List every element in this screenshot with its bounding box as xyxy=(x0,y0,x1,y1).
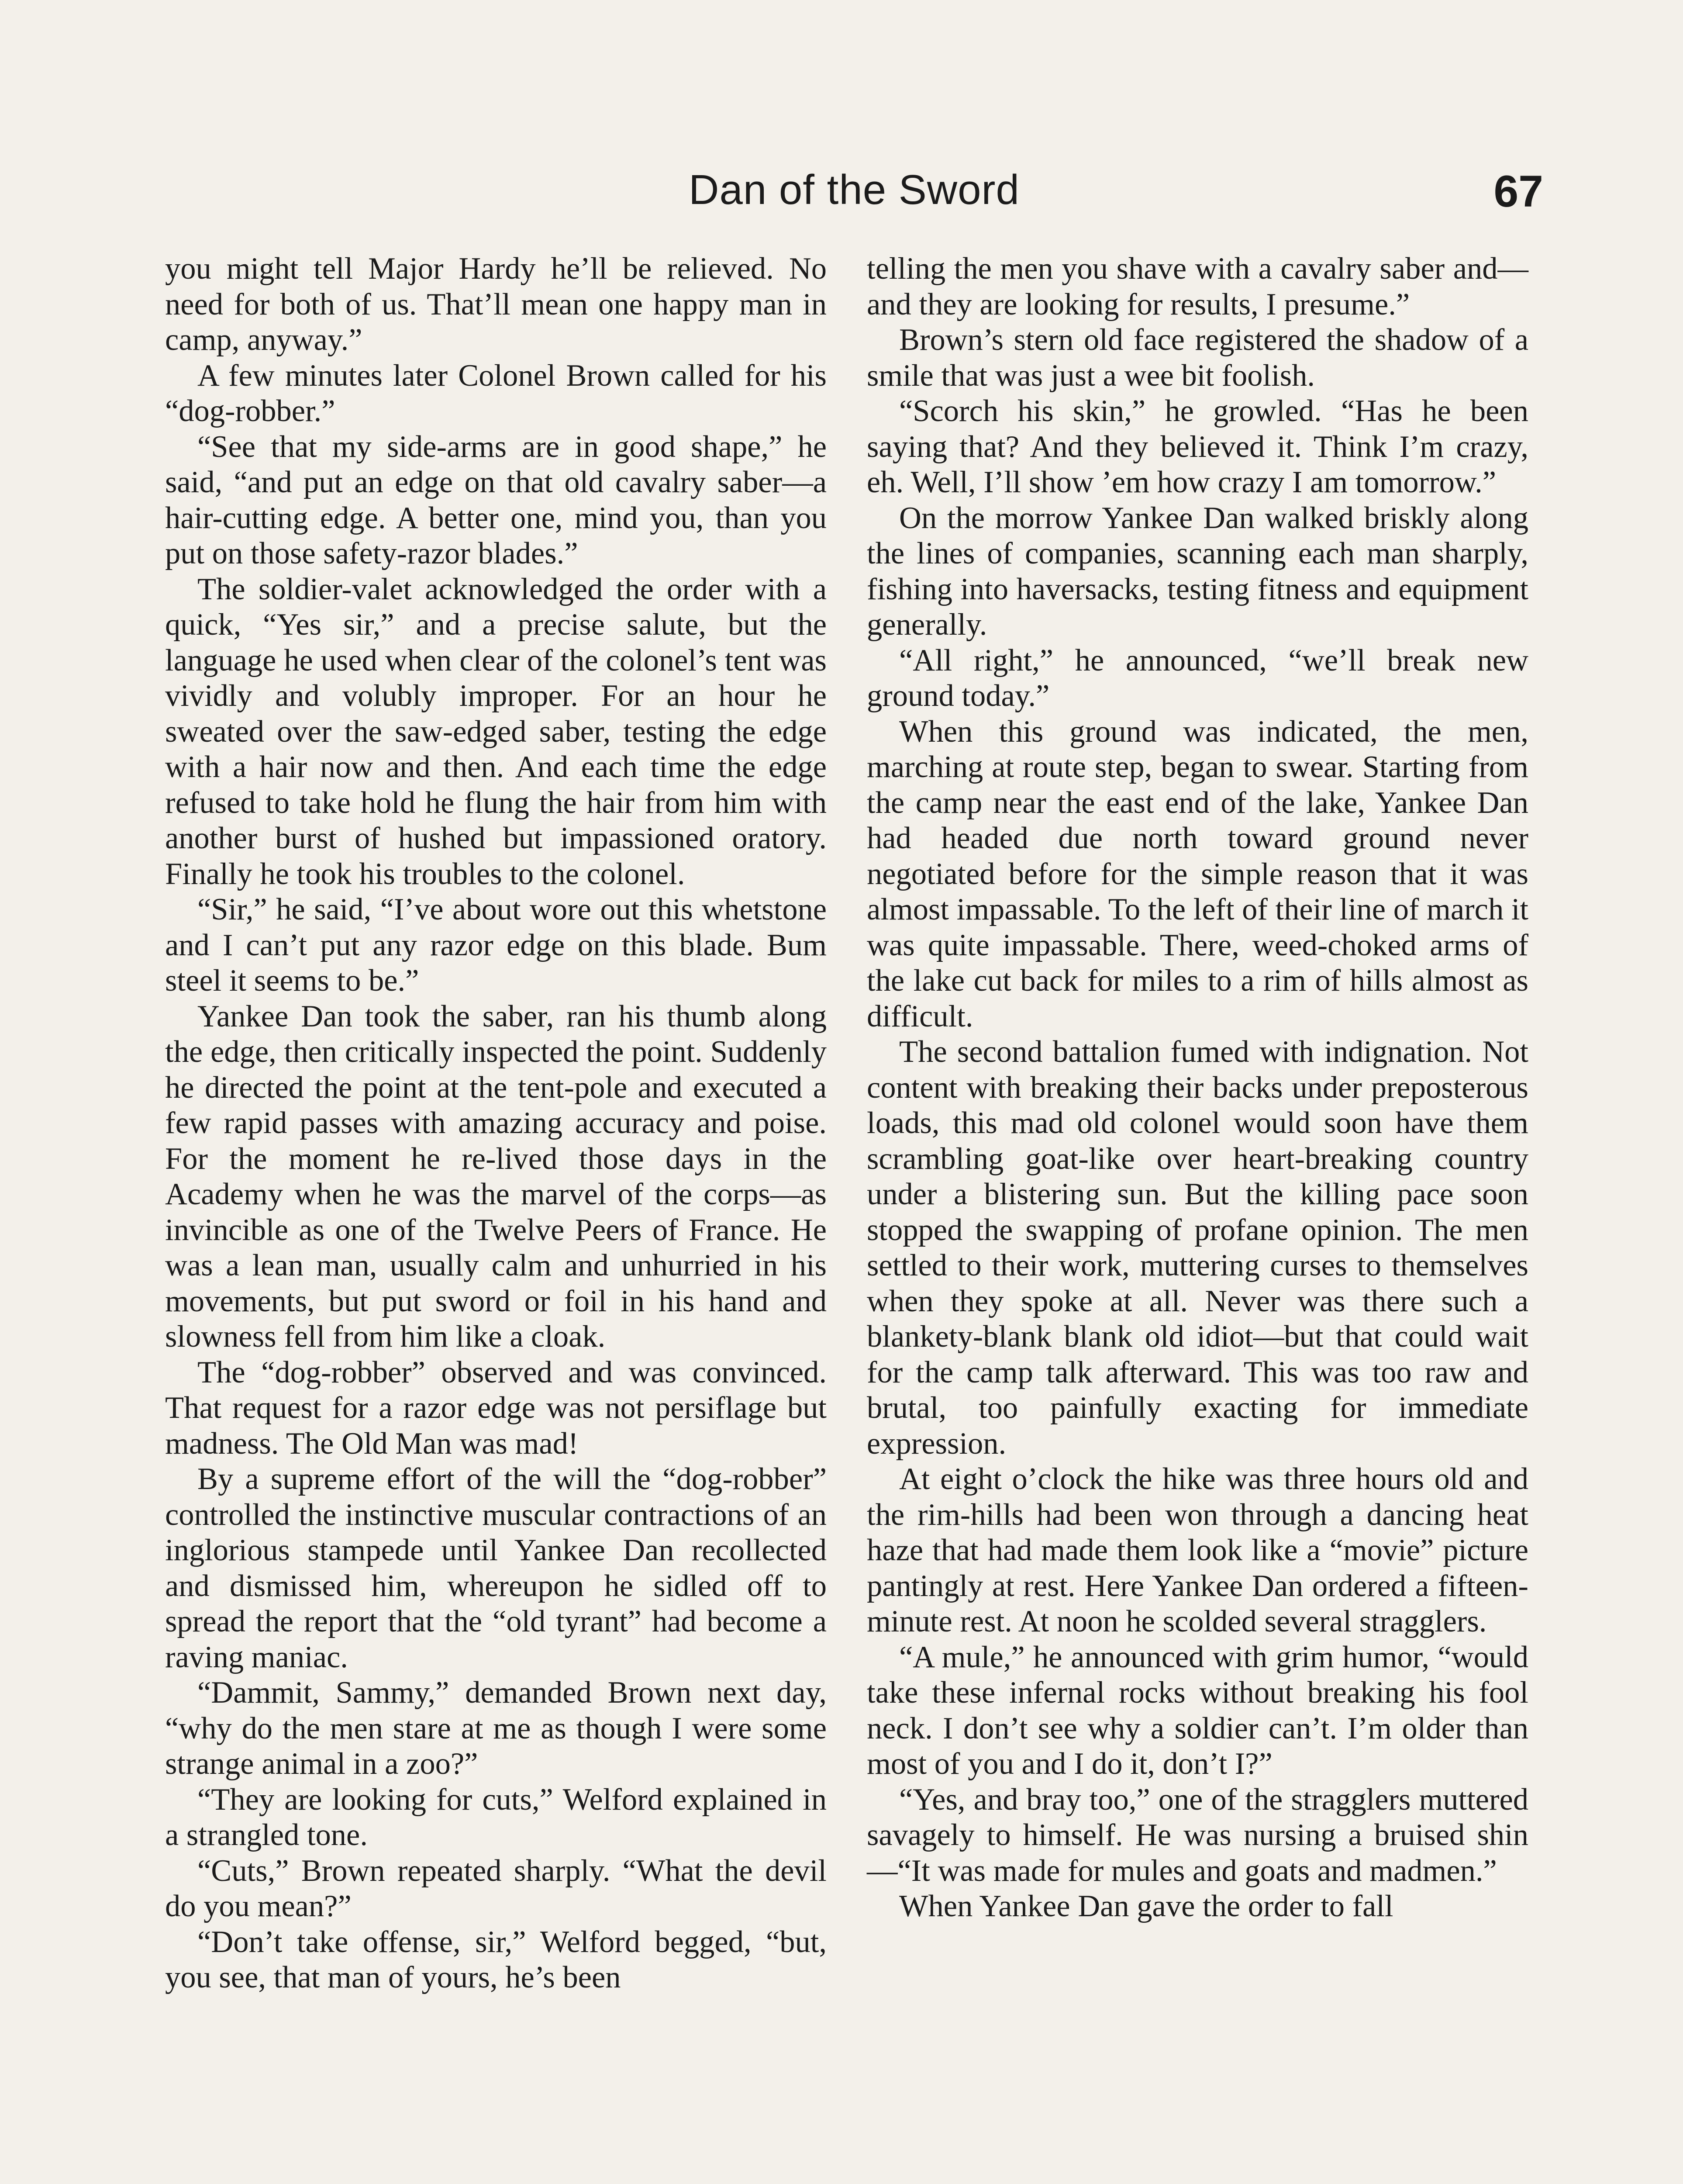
paragraph: “Yes, and bray too,” one of the stragglers muttered savagely to himself. He was nursing a bruised shin—“It was made for mules and goats and madmen.” xyxy=(867,1782,1528,1888)
page-header xyxy=(165,166,1543,236)
paragraph: When this ground was indicated, the men, marching at route step, began to swear. Starting from the camp near the east end of the lake, Yankee Dan had headed due north toward ground never negotiated before for the simple reason that it was almost impassable. To the left of their line of march it was quite impassable. There, weed-choked arms of the lake cut back for miles to a rim of hills almost as difficult. xyxy=(867,714,1528,1033)
paragraph: “Sir,” he said, “I’ve about wore out this whetstone and I can’t put any razor edge on this blade. Bum steel it seems to be.” xyxy=(165,892,827,998)
paragraph: The second battalion fumed with indignation. Not content with breaking their backs under preposterous loads, this mad old colonel would soon have them scrambling goat-like over heart-breaking country under a blistering sun. But the killing pace soon stopped the swapping of profane opinion. The men settled to their work, muttering curses to themselves when they spoke at all. Never was there such a blankety-blank blank old idiot—but that could wait for the camp talk afterward. This was too raw and brutal, too painfully exacting for immediate expression. xyxy=(867,1035,1528,1461)
paragraph: “Don’t take offense, sir,” Welford begged, “but, you see, that man of yours, he’s been xyxy=(165,1925,827,1994)
paragraph: “Dammit, Sammy,” demanded Brown next day, “why do the men stare at me as though I were some strange animal in a zoo?” xyxy=(165,1676,827,1781)
running-title: Dan of the Sword xyxy=(689,166,1020,213)
paragraph: At eight o’clock the hike was three hours old and the rim-hills had been won through a dancing heat haze that had made them look like a “movie” picture pantingly at rest. Here Yankee Dan ordered a fifteen-minute rest. At noon he scolded several stragglers. xyxy=(867,1462,1528,1638)
paragraph: “All right,” he announced, “we’ll break new ground today.” xyxy=(867,643,1528,713)
paragraph: By a supreme effort of the will the “dog-robber” controlled the instinctive muscular contractions of an inglorious stampede until Yankee Dan recollected and dismissed him, whereupon he sidled off to spread the report that the “old tyrant” had become a raving maniac. xyxy=(165,1462,827,1674)
paragraph: telling the men you shave with a cavalry saber and—and they are looking for results, I presume.” xyxy=(867,252,1528,321)
paragraph: Brown’s stern old face registered the shadow of a smile that was just a wee bit foolish. xyxy=(867,323,1528,393)
page-number: 67 xyxy=(1493,166,1543,216)
paragraph: you might tell Major Hardy he’ll be relieved. No need for both of us. That’ll mean one happy man in camp, anyway.” xyxy=(165,252,827,357)
paragraph: The “dog-robber” observed and was convinced. That request for a razor edge was not persiflage but madness. The Old Man was mad! xyxy=(165,1355,827,1461)
paragraph: “Cuts,” Brown repeated sharply. “What the devil do you mean?” xyxy=(165,1853,827,1923)
paragraph: Yankee Dan took the saber, ran his thumb along the edge, then critically inspected the point. Suddenly he directed the point at the tent-pole and executed a few rapid passes with amazing accuracy and poise. For the moment he re-lived those days in the Academy when he was the marvel of the corps—as invincible as one of the Twelve Peers of France. He was a lean man, usually calm and unhurried in his movements, but put sword or foil in his hand and slowness fell from him like a cloak. xyxy=(165,999,827,1354)
paragraph: When Yankee Dan gave the order to fall xyxy=(899,1889,1393,1923)
paragraph: “A mule,” he announced with grim humor, “would take these infernal rocks without breaking his fool neck. I don’t see why a soldier can’t. I’m older than most of you and I do it, don’t I?” xyxy=(867,1640,1528,1781)
left-text-column xyxy=(165,251,827,1996)
paragraph: “Scorch his skin,” he growled. “Has he been saying that? And they believed it. Think I’m crazy, eh. Well, I’ll show ’em how crazy I am tomorrow.” xyxy=(867,394,1528,499)
paragraph: “They are looking for cuts,” Welford explained in a strangled tone. xyxy=(165,1782,827,1852)
right-text-column xyxy=(867,251,1528,1925)
paragraph: On the morrow Yankee Dan walked briskly along the lines of companies, scanning each man sharply, fishing into haversacks, testing fitness and equipment generally. xyxy=(867,501,1528,642)
paragraph: A few minutes later Colonel Brown called for his “dog-robber.” xyxy=(165,358,827,428)
paragraph: “See that my side-arms are in good shape,” he said, “and put an edge on that old cavalry saber—a hair-cutting edge. A better one, mind you, than you put on those safety-razor blades.” xyxy=(165,429,827,570)
paragraph: The soldier-valet acknowledged the order with a quick, “Yes sir,” and a precise salute, but the language he used when clear of the colonel’s tent was vividly and volubly improper. For an hour he sweated over the saw-edged saber, testing the edge with a hair now and then. And each time the edge refused to take hold he flung the hair from him with another burst of hushed but impassioned oratory. Finally he took his troubles to the colonel. xyxy=(165,572,827,891)
